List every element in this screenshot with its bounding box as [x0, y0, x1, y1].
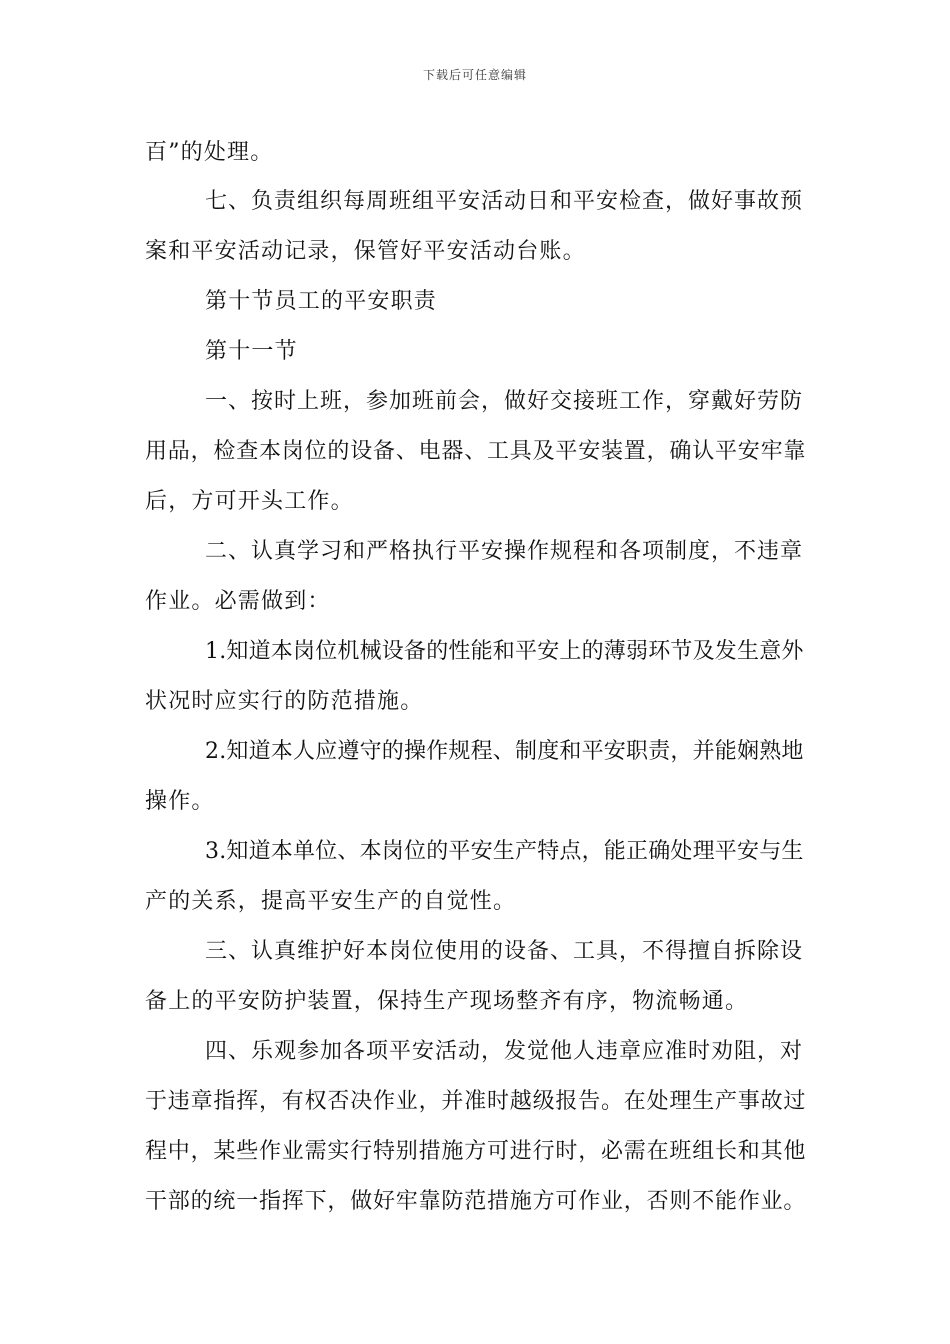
body-line: 作业。必需做到：	[145, 589, 331, 614]
body-line: 2.知道本人应遵守的操作规程、制度和平安职责，并能娴熟地	[205, 739, 804, 764]
body-line: 一、按时上班，参加班前会，做好交接班工作，穿戴好劳防	[205, 389, 804, 414]
body-line: 干部的统一指挥下，做好牢靠防范措施方可作业，否则不能作业。	[145, 1189, 807, 1214]
body-line: 二、认真学习和严格执行平安操作规程和各项制度，不违章	[205, 539, 804, 564]
body-line: 后，方可开头工作。	[145, 489, 354, 514]
body-line: 状况时应实行的防范措施。	[145, 689, 424, 714]
body-line: 三、认真维护好本岗位使用的设备、工具，不得擅自拆除设	[205, 939, 804, 964]
body-line: 1.知道本岗位机械设备的性能和平安上的薄弱环节及发生意外	[205, 639, 804, 664]
page-header: 下载后可任意编辑	[422, 68, 527, 82]
body-line: 百”的处理。	[145, 140, 274, 165]
body-line: 七、负责组织每周班组平安活动日和平安检查，做好事故预	[205, 189, 804, 214]
body-line: 于违章指挥，有权否决作业，并准时越级报告。在处理生产事故过	[145, 1089, 807, 1114]
body-line: 用品，检查本岗位的设备、电器、工具及平安装置，确认平安牢靠	[145, 439, 807, 464]
body-line: 产的关系，提高平安生产的自觉性。	[145, 889, 517, 914]
body-line: 四、乐观参加各项平安活动，发觉他人违章应准时劝阻，对	[205, 1039, 804, 1064]
section-heading: 第十一节	[205, 339, 298, 364]
body-line: 程中，某些作业需实行特别措施方可进行时，必需在班组长和其他	[145, 1139, 807, 1164]
section-heading: 第十节员工的平安职责	[205, 289, 438, 314]
body-line: 操作。	[145, 789, 215, 814]
body-line: 备上的平安防护装置，保持生产现场整齐有序，物流畅通。	[145, 989, 749, 1014]
body-line: 案和平安活动记录，保管好平安活动台账。	[145, 239, 586, 264]
body-line: 3.知道本单位、本岗位的平安生产特点，能正确处理平安与生	[205, 839, 804, 864]
